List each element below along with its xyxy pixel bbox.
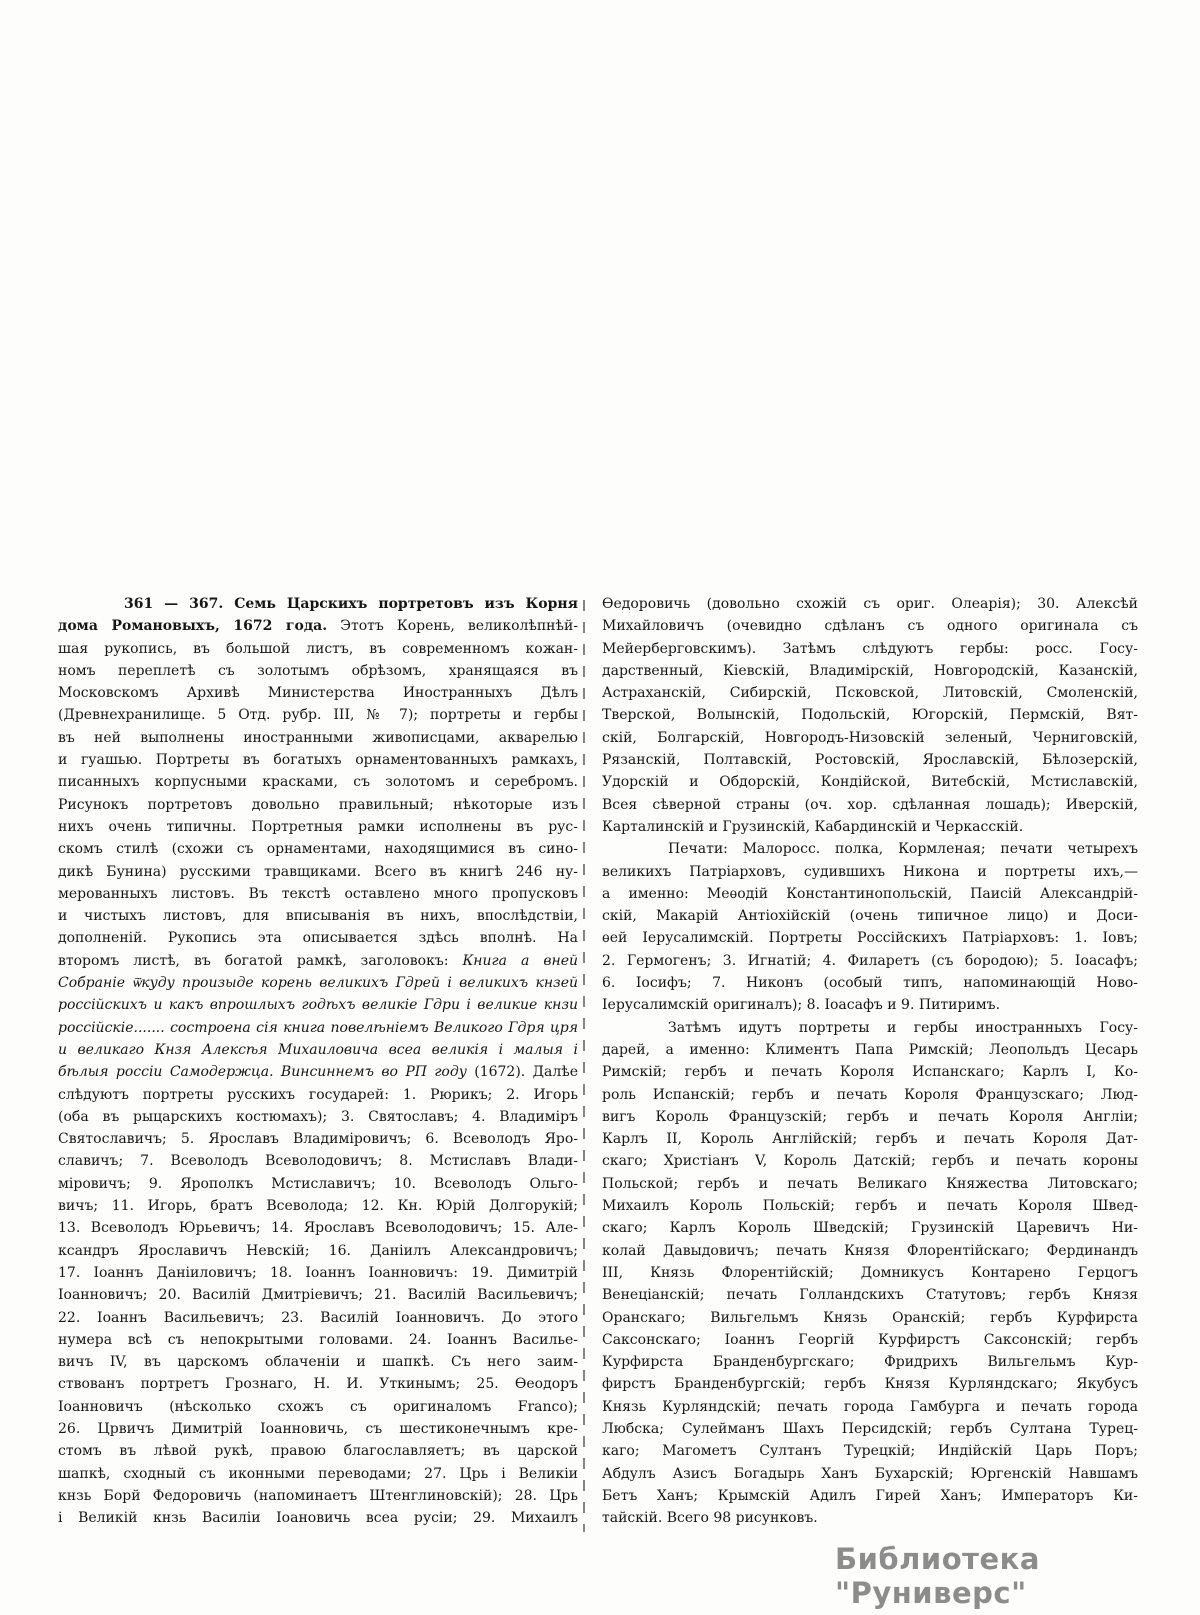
text-line: Іоанновичъ (нѣсколько схожъ съ оригиналомъ Franco); bbox=[58, 1398, 578, 1415]
text-line: и великаго Кнзя Алексѣя Михаиловича всеа великія і малыя і bbox=[58, 1041, 578, 1058]
text-line: Венеціанскій; печать Голландскихъ Статутовъ; гербъ Князя bbox=[602, 1287, 1138, 1304]
text-line: въ ней выполнены иностранными живописцами, акварелью bbox=[58, 729, 578, 746]
text-line: скій, Болгарскій, Новгородъ-Низовскій зеленый, Черниговскій, bbox=[602, 729, 1138, 746]
text-line: второмъ листѣ, въ богатой рамкѣ, заголовокъ: Книга а вней bbox=[58, 952, 578, 969]
text-line: нихъ очень типичны. Портретныя рамки исполнены въ рус- bbox=[58, 818, 578, 835]
text-line: дома Романовыхъ, 1672 года. Этотъ Корень, великолѣпнѣй- bbox=[58, 618, 578, 635]
text-line: Рязанскій, Полтавскій, Ростовскій, Ярославскій, Бѣлозерскій, bbox=[602, 752, 1138, 769]
text-column-right bbox=[602, 593, 1138, 1529]
text-line: великихъ Патріарховъ, судившихъ Никона и портреты ихъ,— bbox=[602, 863, 1138, 880]
text-line: дикѣ Бунина) русскими травщиками. Всего въ книгѣ 246 ну- bbox=[58, 863, 578, 880]
text-line: Михаилъ Король Польскій; гербъ и печать Короля Швед- bbox=[602, 1198, 1138, 1215]
text-line: дополненій. Рукопись эта описывается здѣсь вполнѣ. На bbox=[58, 930, 578, 947]
text-line: Рисунокъ портретовъ довольно правильный; нѣкоторые изъ bbox=[58, 796, 578, 813]
text-line: 361 — 367. Семь Царскихъ портретовъ изъ Корня bbox=[124, 596, 578, 612]
text-line: скомъ стилѣ (схожи съ орнаментами, находящимися въ сино- bbox=[58, 841, 578, 858]
text-line: дарственный, Кіевскій, Владимірскій, Новгородскій, Казанскій, bbox=[602, 662, 1138, 679]
text-line: Ѳедоровичь (довольно схожій съ ориг. Олеарія); 30. Алексѣй bbox=[602, 596, 1138, 612]
text-line: міровичъ; 9. Ярополкъ Мстиславичъ; 10. Всеволодъ Ольго- bbox=[58, 1175, 578, 1192]
text-line: писанныхъ корпусными красками, съ золотомъ и серебромъ. bbox=[58, 774, 578, 791]
text-line: скаго; Христіанъ V, Король Датскій; гербъ и печать короны bbox=[602, 1153, 1138, 1170]
text-line: славичъ; 7. Всеволодъ Всеволодовичъ; 8. Мстиславъ Влади- bbox=[58, 1153, 578, 1170]
text-line: 13. Всеволодъ Юрьевичъ; 14. Ярославъ Всеволодовичъ; 15. Але- bbox=[58, 1220, 578, 1237]
text-line: Бетъ Ханъ; Крымскій Адилъ Гирей Ханъ; Императоръ Ки- bbox=[602, 1487, 1138, 1504]
text-line: і Великій кнзь Василіи Іоановичь всеа русіи; 29. Михаилъ bbox=[58, 1510, 578, 1527]
text-line: ксандръ Ярославичъ Невскій; 16. Даніилъ Александровичъ; bbox=[58, 1242, 578, 1259]
text-line: Абдулъ Азисъ Богадырь Ханъ Бухарскій; Юргенскій Навшамъ bbox=[602, 1465, 1138, 1482]
text-line: вигъ Король Французскій; гербъ и печать Короля Англіи; bbox=[602, 1108, 1138, 1125]
text-line: Московскомъ Архивѣ Министерства Иностранныхъ Дѣлъ bbox=[58, 685, 578, 702]
text-line: номъ переплетѣ съ золотымъ обрѣзомъ, хранящаяся въ bbox=[58, 662, 578, 679]
text-line: шая рукопись, въ большой листъ, въ современномъ кожан- bbox=[58, 640, 578, 657]
text-line: Всея сѣверной страны (оч. хор. сдѣланная лошадь); Иверскій, bbox=[602, 796, 1138, 813]
text-line: вичъ IV, въ царскомъ облаченіи и шапкѣ. Съ него заим- bbox=[58, 1354, 578, 1371]
text-line: Мейерберговскимъ). Затѣмъ слѣдуютъ гербы: росс. Госу- bbox=[602, 640, 1138, 657]
text-line: Карталинскій и Грузинскій, Кабардинскій и Черкасскій. bbox=[602, 818, 1024, 835]
text-line: мерованныхъ листовъ. Въ текстѣ оставлено много пропусковъ bbox=[58, 885, 578, 902]
text-line: 2. Гермогенъ; 3. Игнатій; 4. Филаретъ (съ бородою); 5. Іоасафъ; bbox=[602, 952, 1138, 969]
text-line: Карлъ II, Король Англійскій; гербъ и печать Короля Дат- bbox=[602, 1131, 1138, 1148]
text-line: дарей, а именно: Климентъ Папа Римскій; Леопольдъ Цесарь bbox=[602, 1041, 1138, 1058]
text-line: Удорскій и Обдорскій, Кондійской, Витебскій, Мстиславскій, bbox=[602, 774, 1138, 791]
text-line: Іерусалимскій оригиналъ); 8. Іоасафъ и 9. Питиримъ. bbox=[602, 997, 1001, 1014]
text-line: Князь Курляндскій; печать города Гамбурга и печать города bbox=[602, 1398, 1138, 1415]
text-line: 26. Црвичъ Димитрій Іоанновичь, съ шестиконечнымъ кре- bbox=[58, 1420, 578, 1437]
text-line: (Древнехранилище. 5 Отд. рубр. III, № 7); портреты и гербы bbox=[58, 707, 578, 724]
text-line: 17. Іоаннъ Даніиловичъ; 18. Іоаннъ Іоанновичъ: 19. Димитрій bbox=[58, 1264, 578, 1281]
library-watermark: Библиотека "Руниверс" bbox=[835, 1542, 1040, 1610]
text-line: ѳей Іерусалимскій. Портреты Россійскихъ Патріарховъ: 1. Іовъ; bbox=[602, 930, 1138, 947]
text-line: III, Князь Флорентійскій; Домникусъ Контарено Герцогъ bbox=[602, 1264, 1138, 1281]
text-line: 6. Іосифъ; 7. Никонъ (особый типъ, напоминающій Ново- bbox=[602, 975, 1138, 992]
text-line: вичъ; 11. Игорь, братъ Всеволода; 12. Кн. Юрій Долгорукій; bbox=[58, 1198, 578, 1215]
text-line: Любска; Сулейманъ Шахъ Персидскій; гербъ Султана Турец- bbox=[602, 1420, 1138, 1437]
text-line: каго; Магометъ Султанъ Турецкій; Индійскій Царь Поръ; bbox=[602, 1443, 1138, 1460]
text-line: Оранскаго; Вильгельмъ Князь Оранскій; гербъ Курфирста bbox=[602, 1309, 1138, 1326]
text-line: роль Испанскій; гербъ и печать Короля Французскаго; Люд- bbox=[602, 1086, 1138, 1103]
text-line: Римскій; гербъ и печать Короля Испанскаго; Карлъ I, Ко- bbox=[602, 1064, 1138, 1081]
text-line: Печати: Малоросс. полка, Кормленая; печати четырехъ bbox=[668, 841, 1138, 858]
text-line: ствованъ портретъ Грознаго, Н. И. Уткинымъ; 25. Ѳеодоръ bbox=[58, 1376, 578, 1393]
text-line: и чистыхъ листовъ, для вписыванія въ нихъ, впослѣдствіи, bbox=[58, 908, 578, 925]
text-line: Затѣмъ идутъ портреты и гербы иностранныхъ Госу- bbox=[668, 1019, 1138, 1036]
text-line: нумера всѣ съ непокрытыми головами. 24. Іоаннъ Василье- bbox=[58, 1331, 578, 1348]
text-line: Астраханскій, Сибирскій, Псковской, Литовскій, Смоленскій, bbox=[602, 685, 1138, 702]
text-line: колай Давыдовичъ; печать Князя Флорентійскаго; Фердинандъ bbox=[602, 1242, 1138, 1259]
text-line: тайскій. Всего 98 рисунковъ. bbox=[602, 1510, 818, 1527]
text-line: 22. Іоаннъ Васильевичъ; 23. Василій Іоанновичъ. До этого bbox=[58, 1309, 578, 1326]
text-line: кнзь Борй Федоровичь (напоминаетъ Штенглиновскій); 28. Црь bbox=[58, 1487, 578, 1504]
text-line: а именно: Меѳодій Константинопольскій, Паисій Александрій- bbox=[602, 885, 1138, 902]
text-line: Собраніе ѿкуду произыде корень великихъ Гдрей і великихъ кнзей bbox=[58, 975, 578, 992]
column-divider-rule bbox=[583, 600, 585, 1532]
text-line: слѣдуютъ портреты русскихъ государей: 1. Рюрикъ; 2. Игорь bbox=[58, 1086, 578, 1103]
text-line: россійскіе....... состроена сія книга повелѣніемъ Великого Гдря цря bbox=[58, 1019, 578, 1036]
text-line: Курфирста Бранденбургскаго; Фридрихъ Вильгельмъ Кур- bbox=[602, 1354, 1138, 1371]
text-line: Михайловичъ (очевидно сдѣланъ съ одного оригинала съ bbox=[602, 618, 1138, 635]
text-line: скаго; Карлъ Король Шведскій; Грузинскій Царевичъ Ни- bbox=[602, 1220, 1138, 1237]
text-line: (оба въ рыцарскихъ костюмахъ); 3. Святославъ; 4. Владиміръ bbox=[58, 1108, 578, 1125]
text-line: Тверской, Волынскій, Подольскій, Югорскій, Пермскій, Вят- bbox=[602, 707, 1138, 724]
text-line: стомъ въ лѣвой рукѣ, правою благославляетъ; въ царской bbox=[58, 1443, 578, 1460]
text-line: россійскихъ и какъ впрошлыхъ годѣхъ великіе Гдри і великие кнзи bbox=[58, 997, 578, 1014]
text-line: фирстъ Бранденбургскій; гербъ Князя Курляндскаго; Якубусъ bbox=[602, 1376, 1138, 1393]
text-line: Святославичъ; 5. Ярославъ Владиміровичъ; 6. Всеволодъ Яро- bbox=[58, 1131, 578, 1148]
text-line: Польской; гербъ и печать Великаго Княжества Литовскаго; bbox=[602, 1175, 1138, 1192]
text-line: Іоанновичъ; 20. Василій Дмитріевичъ; 21. Василій Васильевичъ; bbox=[58, 1287, 578, 1304]
text-line: скій, Макарій Антіохійскій (очень типичное лицо) и Доси- bbox=[602, 908, 1138, 925]
text-line: бѣлыя россіи Самодержца. Винсиннемъ во РП году (1672). Далѣе bbox=[58, 1064, 578, 1081]
text-line: Саксонскаго; Іоаннъ Георгій Курфирстъ Саксонскій; гербъ bbox=[602, 1331, 1138, 1348]
text-column-left bbox=[58, 593, 578, 1529]
text-line: и гуашью. Портреты въ богатыхъ орнаментованныхъ рамкахъ, bbox=[58, 752, 578, 769]
text-line: шапкѣ, сходный съ иконными переводами; 27. Црь і Великіи bbox=[58, 1465, 578, 1482]
